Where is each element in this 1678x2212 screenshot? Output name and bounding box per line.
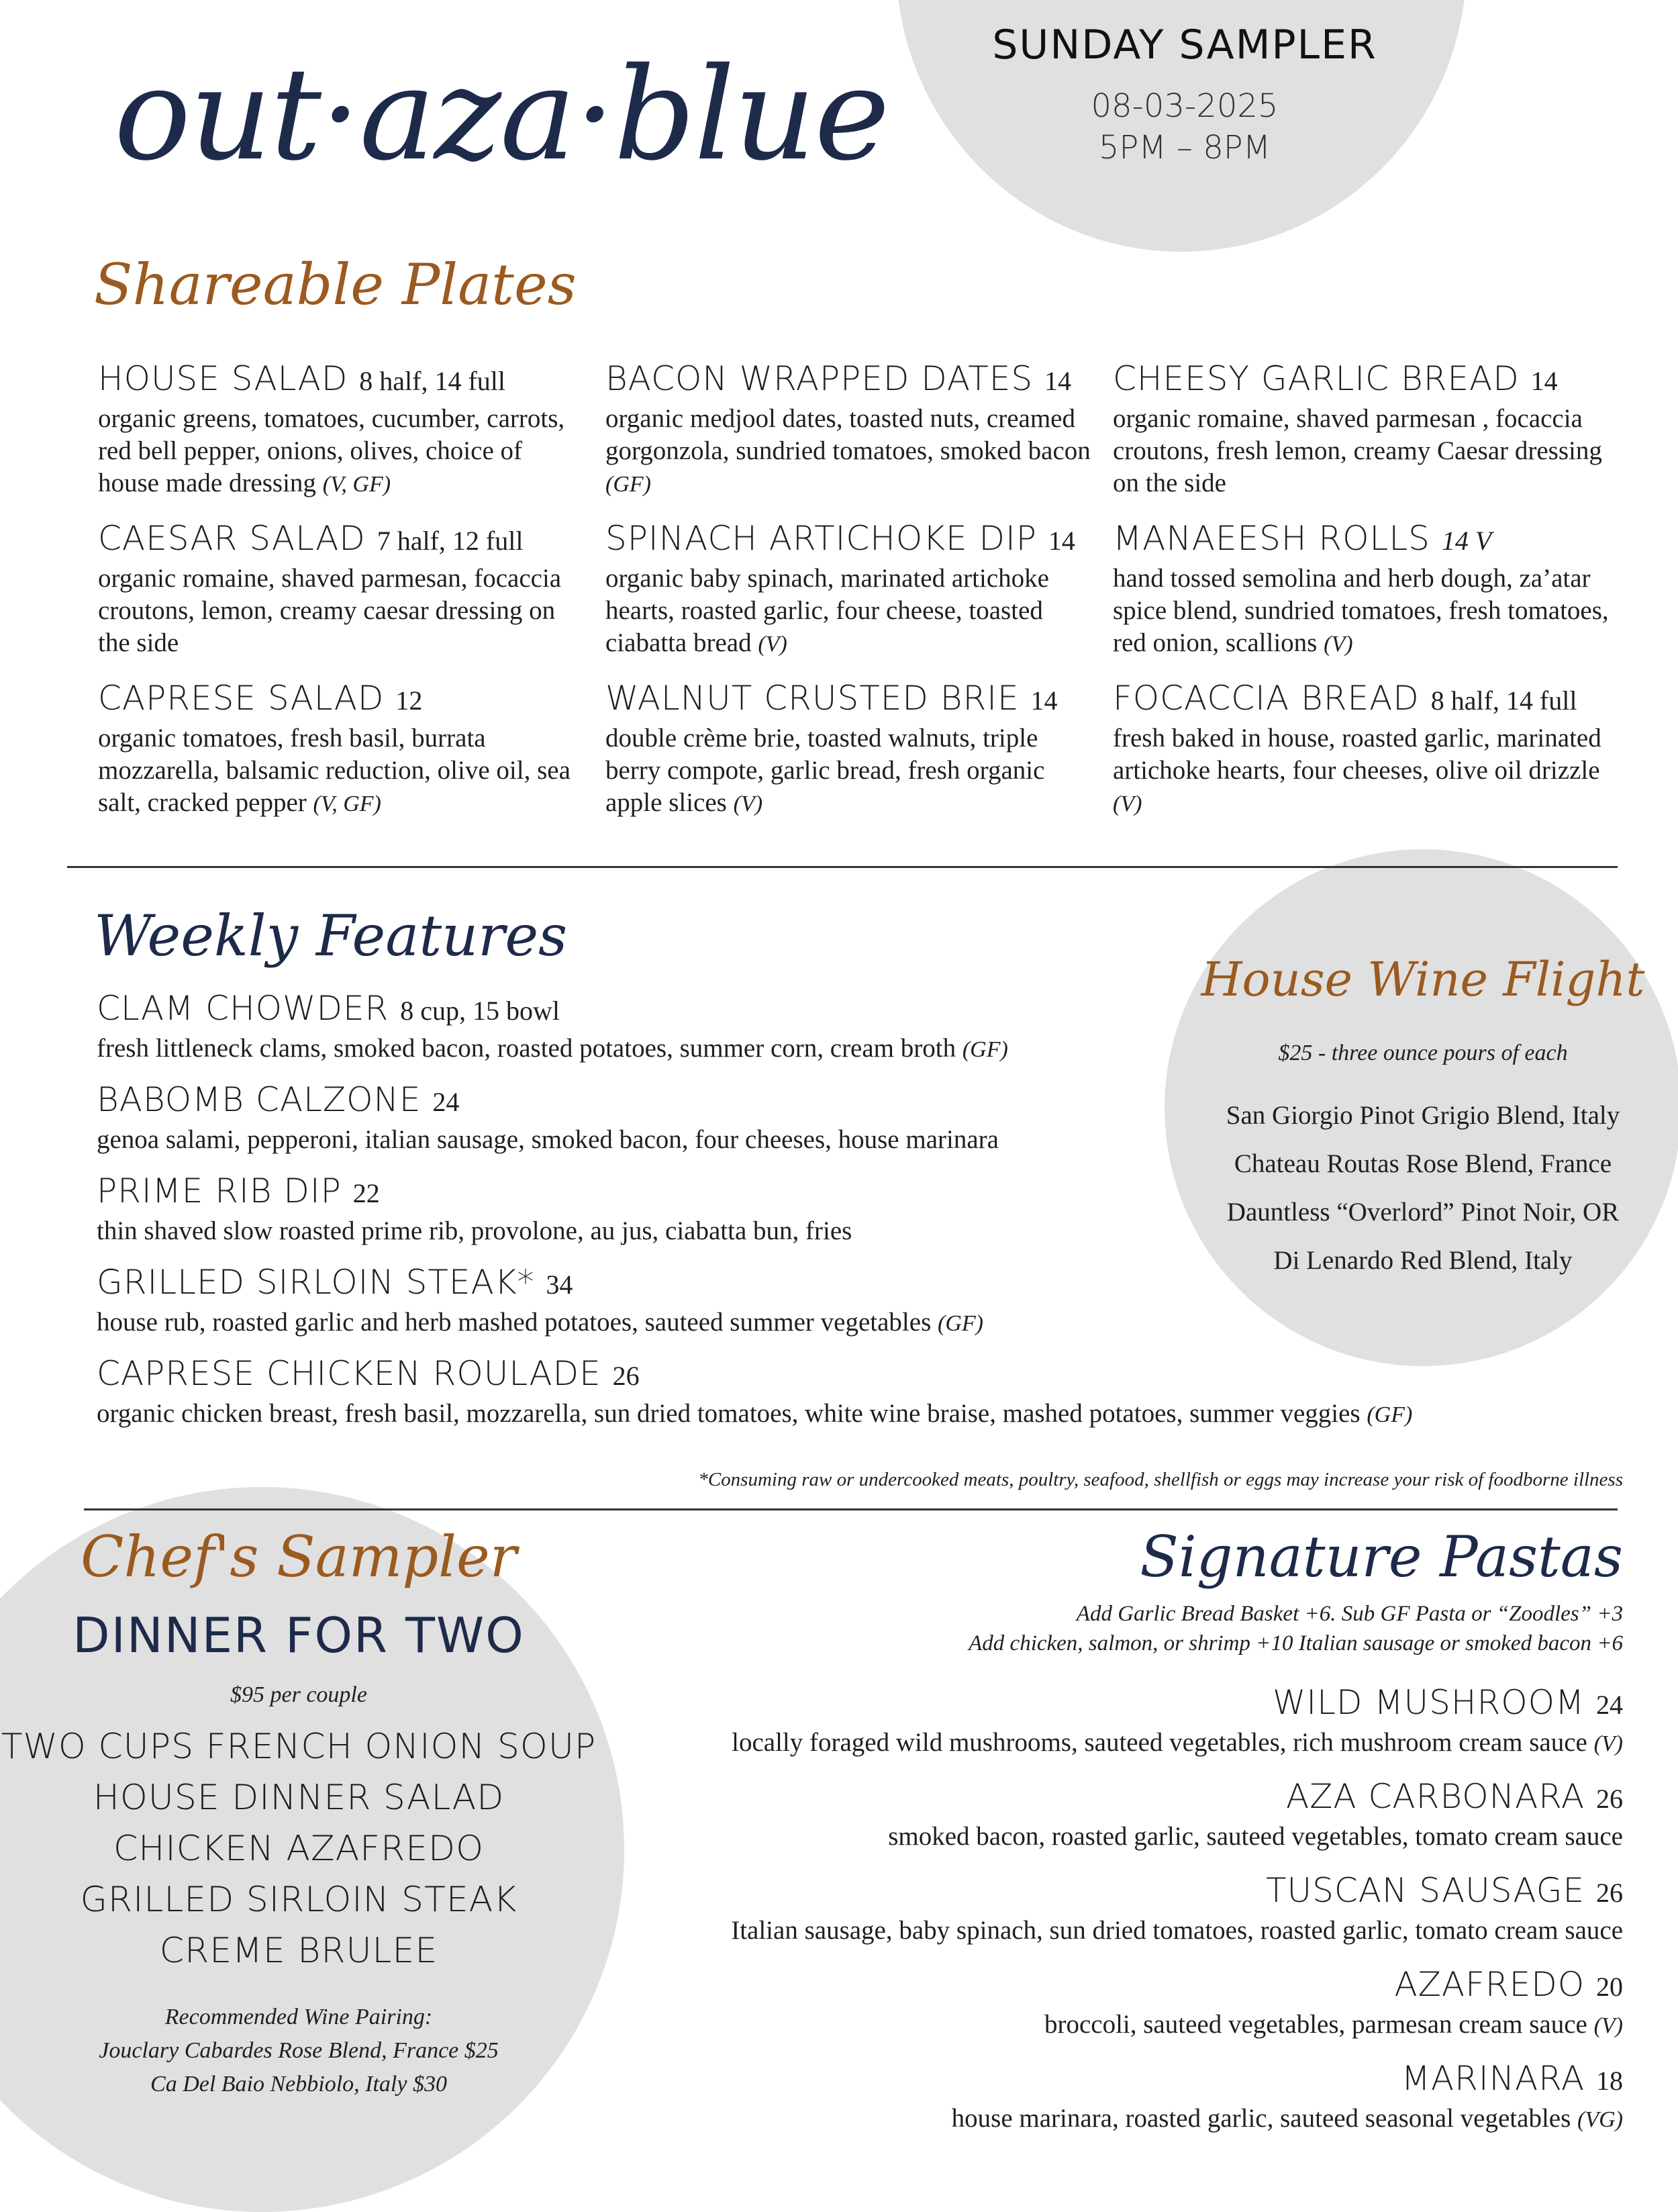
item-desc: fresh baked in house, roasted garlic, marinated artichoke hearts, four cheeses, olive oil drizzle bbox=[1113, 724, 1601, 785]
item-price: 20 bbox=[1596, 1972, 1623, 2002]
item-price: 22 bbox=[352, 1178, 380, 1208]
item-desc: organic medjool dates, toasted nuts, creamed gorgonzola, sundried tomatoes, smoked bacon bbox=[605, 404, 1091, 465]
menu-item bbox=[605, 677, 1095, 820]
item-desc: organic romaine, shaved parmesan , focaccia croutons, fresh lemon, creamy Caesar dressing on the side bbox=[1113, 404, 1602, 497]
item-price: 8 cup, 15 bowl bbox=[400, 996, 560, 1026]
item-note: (V) bbox=[1593, 2013, 1623, 2038]
wine-item: Dauntless “Overlord” Pinot Noir, OR bbox=[1226, 1198, 1620, 1227]
menu-item bbox=[605, 357, 1095, 501]
pairing-item: Ca Del Baio Nebbiolo, Italy $30 bbox=[150, 2072, 447, 2097]
event-time: 5PM – 8PM bbox=[1098, 129, 1271, 166]
item-name: CAPRESE SALAD bbox=[98, 679, 385, 718]
item-desc: locally foraged wild mushrooms, sauteed vegetables, rich mushroom cream sauce bbox=[732, 1728, 1587, 1757]
item-desc: smoked bacon, roasted garlic, sauteed vegetables, tomato cream sauce bbox=[888, 1822, 1623, 1851]
item-note: (V) bbox=[733, 791, 763, 816]
menu-item bbox=[97, 1352, 1627, 1431]
menu-item bbox=[98, 357, 588, 501]
item-name: CAPRESE CHICKEN ROULADE bbox=[97, 1354, 601, 1393]
item-desc: organic tomatoes, fresh basil, burrata mozzarella, balsamic reduction, olive oil, sea salt, cracked pepper bbox=[98, 724, 571, 817]
menu-item bbox=[1113, 357, 1623, 501]
item-name: MARINARA bbox=[1401, 2059, 1585, 2098]
item-name: GRILLED SIRLOIN STEAK* bbox=[97, 1263, 535, 1302]
event-header bbox=[967, 21, 1403, 166]
menu-item bbox=[616, 1775, 1623, 1854]
wine-flight-price: $25 - three ounce pours of each bbox=[1278, 1041, 1568, 1065]
wine-item: Di Lenardo Red Blend, Italy bbox=[1273, 1246, 1573, 1275]
item-name: PRIME RIB DIP bbox=[97, 1171, 342, 1210]
chef-title: DINNER FOR TWO bbox=[72, 1607, 525, 1664]
wine-item: San Giorgio Pinot Grigio Blend, Italy bbox=[1226, 1101, 1620, 1130]
event-title: SUNDAY SAMPLER bbox=[992, 21, 1377, 68]
shareable-column-1 bbox=[98, 357, 588, 836]
item-desc: organic baby spinach, marinated artichoke hearts, roasted garlic, four cheese, toasted ciabatta bread bbox=[605, 564, 1049, 657]
item-note: (V) bbox=[1324, 632, 1353, 657]
item-desc: house marinara, roasted garlic, sauteed seasonal vegetables bbox=[951, 2104, 1571, 2133]
item-note: (VG) bbox=[1577, 2107, 1623, 2132]
course-item: HOUSE DINNER SALAD bbox=[93, 1778, 505, 1818]
foodborne-disclaimer: *Consuming raw or undercooked meats, poultry, seafood, shellfish or eggs may increase your risk of foodborne illness bbox=[698, 1469, 1623, 1490]
item-name: MANAEESH ROLLS bbox=[1113, 519, 1430, 558]
pastas-heading: Signature Pastas bbox=[1140, 1524, 1623, 1590]
item-note: (GF) bbox=[938, 1311, 983, 1336]
item-desc: organic greens, tomatoes, cucumber, carrots, red bell pepper, onions, olives, choice of house made dressing bbox=[98, 404, 565, 497]
item-name: AZAFREDO bbox=[1394, 1965, 1585, 2004]
item-desc: thin shaved slow roasted prime rib, provolone, au jus, ciabatta bun, fries bbox=[97, 1216, 852, 1245]
menu-item bbox=[616, 1963, 1623, 2042]
item-note: (V, GF) bbox=[313, 791, 381, 816]
item-name: AZA CARBONARA bbox=[1285, 1777, 1585, 1816]
divider-shareable bbox=[67, 866, 1618, 868]
course-item: GRILLED SIRLOIN STEAK bbox=[80, 1880, 517, 1920]
item-note: (V) bbox=[1113, 791, 1142, 816]
course-item: CHICKEN AZAFREDO bbox=[113, 1829, 485, 1869]
pairing-item: Jouclary Cabardes Rose Blend, France $25 bbox=[99, 2038, 499, 2063]
item-price: 8 half, 14 full bbox=[359, 366, 505, 396]
course-item: CREME BRULEE bbox=[159, 1931, 438, 1971]
menu-item bbox=[98, 517, 588, 661]
wine-item: Chateau Routas Rose Blend, France bbox=[1234, 1149, 1612, 1178]
item-price: 7 half, 12 full bbox=[377, 526, 524, 556]
item-price: 14 bbox=[1530, 366, 1558, 396]
course-item: TWO CUPS FRENCH ONION SOUP bbox=[1, 1727, 597, 1767]
menu-item bbox=[98, 677, 588, 820]
menu-item bbox=[616, 1681, 1623, 1760]
chef-sampler bbox=[0, 1524, 597, 2101]
item-price: 12 bbox=[395, 685, 423, 716]
item-note: (GF) bbox=[1367, 1402, 1413, 1427]
item-desc: organic romaine, shaved parmesan, focaccia croutons, lemon, creamy caesar dressing on the side bbox=[98, 564, 562, 657]
item-price: 24 bbox=[1596, 1690, 1623, 1720]
item-note: (V, GF) bbox=[322, 472, 391, 497]
wine-flight-heading: House Wine Flight bbox=[1201, 952, 1645, 1007]
menu-item bbox=[605, 517, 1095, 661]
weekly-heading: Weekly Features bbox=[94, 903, 568, 969]
item-note: (V) bbox=[1593, 1731, 1623, 1756]
item-desc: genoa salami, pepperoni, italian sausage, smoked bacon, four cheeses, house marinara bbox=[97, 1125, 999, 1154]
item-note: (GF) bbox=[962, 1037, 1008, 1062]
item-note: (GF) bbox=[605, 472, 651, 497]
item-name: BABOMB CALZONE bbox=[97, 1080, 422, 1119]
pasta-addon: Add Garlic Bread Basket +6. Sub GF Pasta or “Zoodles” +3 bbox=[1076, 1602, 1623, 1626]
item-price: 14 bbox=[1048, 526, 1075, 556]
signature-pastas bbox=[616, 1524, 1623, 2136]
item-desc: Italian sausage, baby spinach, sun dried tomatoes, roasted garlic, tomato cream sauce bbox=[731, 1916, 1623, 1945]
menu-item bbox=[1113, 517, 1623, 661]
pasta-addon: Add chicken, salmon, or shrimp +10 Italian sausage or smoked bacon +6 bbox=[969, 1631, 1623, 1655]
item-price: 34 bbox=[546, 1269, 573, 1300]
shareable-column-3 bbox=[1113, 357, 1623, 836]
item-price: 26 bbox=[1596, 1784, 1623, 1814]
menu-item bbox=[616, 2057, 1623, 2136]
item-name: CAESAR SALAD bbox=[98, 519, 366, 558]
item-desc: double crème brie, toasted walnuts, triple berry compote, garlic bread, fresh organic apple slices bbox=[605, 724, 1045, 817]
pairing-label: Recommended Wine Pairing: bbox=[164, 2005, 433, 2029]
item-desc: organic chicken breast, fresh basil, mozzarella, sun dried tomatoes, white wine braise, mashed potatoes, summer veggies bbox=[97, 1399, 1361, 1428]
chef-courses bbox=[0, 1721, 597, 1976]
item-price: 8 half, 14 full bbox=[1430, 685, 1577, 716]
item-name: BACON WRAPPED DATES bbox=[605, 359, 1034, 398]
item-name: CLAM CHOWDER bbox=[97, 989, 389, 1028]
chef-price: $95 per couple bbox=[230, 1682, 367, 1707]
item-desc: fresh littleneck clams, smoked bacon, roasted potatoes, summer corn, cream broth bbox=[97, 1034, 956, 1063]
event-date: 08-03-2025 bbox=[1091, 87, 1279, 125]
menu-item bbox=[1113, 677, 1623, 820]
shareable-heading: Shareable Plates bbox=[94, 252, 577, 318]
menu-item bbox=[616, 1869, 1623, 1948]
item-price: 26 bbox=[1596, 1878, 1623, 1908]
item-desc: house rub, roasted garlic and herb mashed potatoes, sauteed summer vegetables bbox=[97, 1308, 932, 1337]
wine-flight bbox=[1178, 952, 1668, 1285]
item-name: HOUSE SALAD bbox=[98, 359, 348, 398]
item-price: 26 bbox=[612, 1361, 640, 1391]
item-name: CHEESY GARLIC BREAD bbox=[1113, 359, 1520, 398]
item-name: FOCACCIA BREAD bbox=[1113, 679, 1420, 718]
brand-logo: out·aza·blue bbox=[114, 40, 889, 189]
item-price: 14 bbox=[1044, 366, 1071, 396]
item-desc: broccoli, sauteed vegetables, parmesan cream sauce bbox=[1044, 2010, 1587, 2039]
item-price: 24 bbox=[432, 1087, 460, 1117]
item-price: 14 bbox=[1030, 685, 1058, 716]
item-desc: hand tossed semolina and herb dough, za’atar spice blend, sundried tomatoes, fresh tomatoes, red onion, scallions bbox=[1113, 564, 1609, 657]
item-name: SPINACH ARTICHOKE DIP bbox=[605, 519, 1037, 558]
item-note: (V) bbox=[758, 632, 787, 657]
item-price: 18 bbox=[1596, 2066, 1623, 2096]
item-name: WILD MUSHROOM bbox=[1272, 1683, 1585, 1722]
item-name: TUSCAN SAUSAGE bbox=[1266, 1871, 1585, 1910]
item-name: WALNUT CRUSTED BRIE bbox=[605, 679, 1020, 718]
divider-weekly bbox=[84, 1508, 1618, 1510]
chef-heading: Chef's Sampler bbox=[81, 1524, 517, 1590]
shareable-column-2 bbox=[605, 357, 1095, 836]
item-price: 14 V bbox=[1441, 526, 1492, 556]
